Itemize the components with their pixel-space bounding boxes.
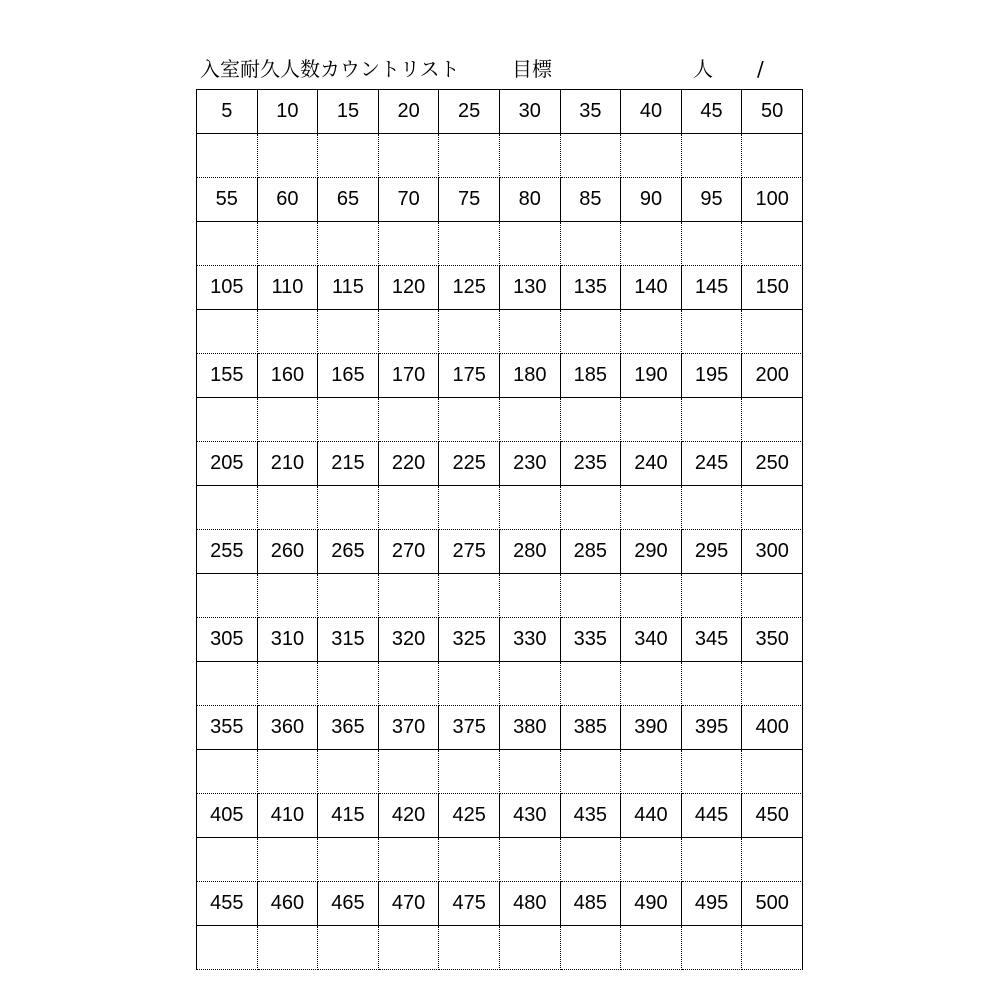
tally-cell[interactable] (318, 662, 379, 706)
number-cell: 140 (621, 266, 682, 310)
tally-cell[interactable] (197, 310, 258, 354)
number-cell: 125 (439, 266, 500, 310)
number-cell: 50 (742, 90, 803, 134)
number-row (197, 706, 803, 750)
tally-cell[interactable] (561, 134, 622, 178)
tally-row (197, 134, 803, 178)
number-cell: 405 (197, 794, 258, 838)
number-cell: 415 (318, 794, 379, 838)
tally-cell[interactable] (500, 926, 561, 970)
number-cell: 165 (318, 354, 379, 398)
tally-cell[interactable] (742, 838, 803, 882)
tally-cell[interactable] (379, 486, 440, 530)
tally-cell[interactable] (561, 222, 622, 266)
tally-row (197, 926, 803, 970)
tally-cell[interactable] (439, 574, 500, 618)
tally-cell[interactable] (379, 222, 440, 266)
number-cell: 95 (682, 178, 743, 222)
number-cell: 325 (439, 618, 500, 662)
tally-row (197, 574, 803, 618)
tally-row (197, 398, 803, 442)
number-cell: 305 (197, 618, 258, 662)
number-cell: 385 (561, 706, 622, 750)
number-cell: 455 (197, 882, 258, 926)
number-cell: 15 (318, 90, 379, 134)
number-cell: 410 (258, 794, 319, 838)
tally-cell[interactable] (379, 310, 440, 354)
tally-row (197, 310, 803, 354)
tally-cell[interactable] (197, 486, 258, 530)
tally-cell[interactable] (258, 750, 319, 794)
tally-cell[interactable] (682, 926, 743, 970)
tally-cell[interactable] (682, 222, 743, 266)
number-cell: 55 (197, 178, 258, 222)
tally-cell[interactable] (742, 486, 803, 530)
tally-cell[interactable] (439, 222, 500, 266)
number-row (197, 442, 803, 486)
tally-cell[interactable] (258, 662, 319, 706)
tally-cell[interactable] (318, 398, 379, 442)
tally-cell[interactable] (379, 574, 440, 618)
number-cell: 255 (197, 530, 258, 574)
tally-cell[interactable] (682, 750, 743, 794)
number-cell: 5 (197, 90, 258, 134)
page-title: 入室耐久人数カウントリスト (200, 57, 460, 81)
tally-cell[interactable] (500, 750, 561, 794)
number-cell: 460 (258, 882, 319, 926)
tally-cell[interactable] (500, 662, 561, 706)
tally-cell[interactable] (682, 310, 743, 354)
tally-cell[interactable] (258, 222, 319, 266)
number-row (197, 794, 803, 838)
number-cell: 145 (682, 266, 743, 310)
tally-cell[interactable] (318, 926, 379, 970)
number-cell: 500 (742, 882, 803, 926)
tally-cell[interactable] (439, 838, 500, 882)
tally-cell[interactable] (561, 838, 622, 882)
number-cell: 470 (379, 882, 440, 926)
tally-cell[interactable] (621, 310, 682, 354)
number-cell: 310 (258, 618, 319, 662)
number-row (197, 178, 803, 222)
number-cell: 435 (561, 794, 622, 838)
number-cell: 10 (258, 90, 319, 134)
tally-cell[interactable] (318, 222, 379, 266)
number-cell: 465 (318, 882, 379, 926)
number-cell: 30 (500, 90, 561, 134)
number-cell: 60 (258, 178, 319, 222)
tally-cell[interactable] (318, 838, 379, 882)
number-cell: 395 (682, 706, 743, 750)
tally-row (197, 838, 803, 882)
number-cell: 315 (318, 618, 379, 662)
number-cell: 90 (621, 178, 682, 222)
tally-cell[interactable] (621, 486, 682, 530)
number-cell: 215 (318, 442, 379, 486)
tally-cell[interactable] (318, 134, 379, 178)
number-cell: 430 (500, 794, 561, 838)
tally-cell[interactable] (318, 574, 379, 618)
number-cell: 115 (318, 266, 379, 310)
tally-cell[interactable] (439, 750, 500, 794)
number-cell: 390 (621, 706, 682, 750)
tally-cell[interactable] (742, 134, 803, 178)
tally-cell[interactable] (742, 926, 803, 970)
number-cell: 195 (682, 354, 743, 398)
tally-cell[interactable] (439, 926, 500, 970)
tally-cell[interactable] (439, 134, 500, 178)
tally-cell[interactable] (258, 310, 319, 354)
number-cell: 100 (742, 178, 803, 222)
number-cell: 175 (439, 354, 500, 398)
tally-cell[interactable] (682, 398, 743, 442)
unit-label: 人 (693, 57, 713, 81)
tally-cell[interactable] (682, 134, 743, 178)
number-cell: 205 (197, 442, 258, 486)
number-cell: 80 (500, 178, 561, 222)
tally-cell[interactable] (379, 750, 440, 794)
number-cell: 40 (621, 90, 682, 134)
tally-cell[interactable] (379, 838, 440, 882)
tally-cell[interactable] (621, 838, 682, 882)
tally-cell[interactable] (197, 222, 258, 266)
number-cell: 425 (439, 794, 500, 838)
tally-cell[interactable] (621, 398, 682, 442)
number-cell: 170 (379, 354, 440, 398)
tally-cell[interactable] (561, 310, 622, 354)
tally-cell[interactable] (500, 222, 561, 266)
tally-cell[interactable] (379, 134, 440, 178)
number-cell: 275 (439, 530, 500, 574)
separator-label: / (757, 57, 764, 81)
number-cell: 135 (561, 266, 622, 310)
number-cell: 225 (439, 442, 500, 486)
tally-cell[interactable] (742, 222, 803, 266)
number-cell: 340 (621, 618, 682, 662)
number-cell: 295 (682, 530, 743, 574)
tally-cell[interactable] (621, 926, 682, 970)
tally-row (197, 486, 803, 530)
tally-cell[interactable] (379, 398, 440, 442)
tally-cell[interactable] (379, 926, 440, 970)
tally-cell[interactable] (258, 838, 319, 882)
tally-cell[interactable] (258, 926, 319, 970)
tally-cell[interactable] (197, 926, 258, 970)
number-cell: 475 (439, 882, 500, 926)
number-cell: 345 (682, 618, 743, 662)
tally-cell[interactable] (318, 310, 379, 354)
number-cell: 75 (439, 178, 500, 222)
tally-cell[interactable] (258, 134, 319, 178)
number-cell: 180 (500, 354, 561, 398)
tally-cell[interactable] (561, 398, 622, 442)
number-cell: 445 (682, 794, 743, 838)
number-cell: 185 (561, 354, 622, 398)
tally-cell[interactable] (682, 486, 743, 530)
number-cell: 360 (258, 706, 319, 750)
number-cell: 155 (197, 354, 258, 398)
tally-cell[interactable] (621, 750, 682, 794)
number-cell: 260 (258, 530, 319, 574)
number-cell: 480 (500, 882, 561, 926)
number-cell: 330 (500, 618, 561, 662)
tally-cell[interactable] (197, 134, 258, 178)
number-cell: 160 (258, 354, 319, 398)
number-cell: 490 (621, 882, 682, 926)
tally-cell[interactable] (439, 398, 500, 442)
tally-cell[interactable] (318, 486, 379, 530)
number-cell: 220 (379, 442, 440, 486)
count-grid (196, 89, 803, 970)
tally-cell[interactable] (742, 398, 803, 442)
tally-cell[interactable] (621, 574, 682, 618)
number-row (197, 266, 803, 310)
tally-cell[interactable] (258, 398, 319, 442)
tally-cell[interactable] (439, 310, 500, 354)
number-cell: 350 (742, 618, 803, 662)
number-cell: 400 (742, 706, 803, 750)
tally-cell[interactable] (500, 486, 561, 530)
number-row (197, 618, 803, 662)
number-cell: 210 (258, 442, 319, 486)
tally-cell[interactable] (742, 750, 803, 794)
tally-cell[interactable] (561, 662, 622, 706)
number-cell: 35 (561, 90, 622, 134)
number-cell: 320 (379, 618, 440, 662)
number-cell: 110 (258, 266, 319, 310)
tally-cell[interactable] (621, 134, 682, 178)
number-cell: 235 (561, 442, 622, 486)
number-cell: 120 (379, 266, 440, 310)
tally-cell[interactable] (439, 486, 500, 530)
number-cell: 335 (561, 618, 622, 662)
number-cell: 375 (439, 706, 500, 750)
goal-label: 目標 (512, 57, 552, 81)
tally-cell[interactable] (258, 574, 319, 618)
tally-cell[interactable] (742, 310, 803, 354)
tally-cell[interactable] (197, 398, 258, 442)
tally-cell[interactable] (682, 662, 743, 706)
tally-cell[interactable] (500, 134, 561, 178)
number-cell: 65 (318, 178, 379, 222)
tally-cell[interactable] (561, 750, 622, 794)
number-cell: 240 (621, 442, 682, 486)
tally-cell[interactable] (561, 486, 622, 530)
tally-cell[interactable] (318, 750, 379, 794)
tally-cell[interactable] (742, 662, 803, 706)
page-header (200, 56, 800, 82)
number-cell: 20 (379, 90, 440, 134)
number-cell: 105 (197, 266, 258, 310)
number-cell: 70 (379, 178, 440, 222)
tally-cell[interactable] (500, 398, 561, 442)
tally-cell[interactable] (197, 574, 258, 618)
number-cell: 280 (500, 530, 561, 574)
tally-row (197, 750, 803, 794)
tally-cell[interactable] (500, 310, 561, 354)
tally-cell[interactable] (197, 750, 258, 794)
number-cell: 370 (379, 706, 440, 750)
tally-cell[interactable] (500, 838, 561, 882)
number-row (197, 354, 803, 398)
number-cell: 130 (500, 266, 561, 310)
number-cell: 290 (621, 530, 682, 574)
number-row (197, 90, 803, 134)
number-cell: 85 (561, 178, 622, 222)
number-cell: 300 (742, 530, 803, 574)
number-cell: 355 (197, 706, 258, 750)
number-cell: 450 (742, 794, 803, 838)
tally-cell[interactable] (742, 574, 803, 618)
number-cell: 365 (318, 706, 379, 750)
number-row (197, 882, 803, 926)
tally-cell[interactable] (682, 574, 743, 618)
number-cell: 190 (621, 354, 682, 398)
number-cell: 250 (742, 442, 803, 486)
tally-row (197, 222, 803, 266)
number-cell: 440 (621, 794, 682, 838)
tally-cell[interactable] (379, 662, 440, 706)
number-cell: 200 (742, 354, 803, 398)
number-cell: 245 (682, 442, 743, 486)
tally-cell[interactable] (197, 662, 258, 706)
tally-cell[interactable] (621, 222, 682, 266)
number-cell: 420 (379, 794, 440, 838)
number-cell: 495 (682, 882, 743, 926)
tally-cell[interactable] (561, 574, 622, 618)
tally-row (197, 662, 803, 706)
tally-cell[interactable] (197, 838, 258, 882)
number-cell: 270 (379, 530, 440, 574)
number-cell: 150 (742, 266, 803, 310)
number-cell: 45 (682, 90, 743, 134)
tally-cell[interactable] (561, 926, 622, 970)
number-cell: 380 (500, 706, 561, 750)
tally-cell[interactable] (500, 574, 561, 618)
number-cell: 265 (318, 530, 379, 574)
tally-cell[interactable] (258, 486, 319, 530)
number-cell: 230 (500, 442, 561, 486)
number-cell: 285 (561, 530, 622, 574)
tally-cell[interactable] (439, 662, 500, 706)
number-cell: 25 (439, 90, 500, 134)
tally-cell[interactable] (682, 838, 743, 882)
tally-cell[interactable] (621, 662, 682, 706)
number-cell: 485 (561, 882, 622, 926)
number-row (197, 530, 803, 574)
